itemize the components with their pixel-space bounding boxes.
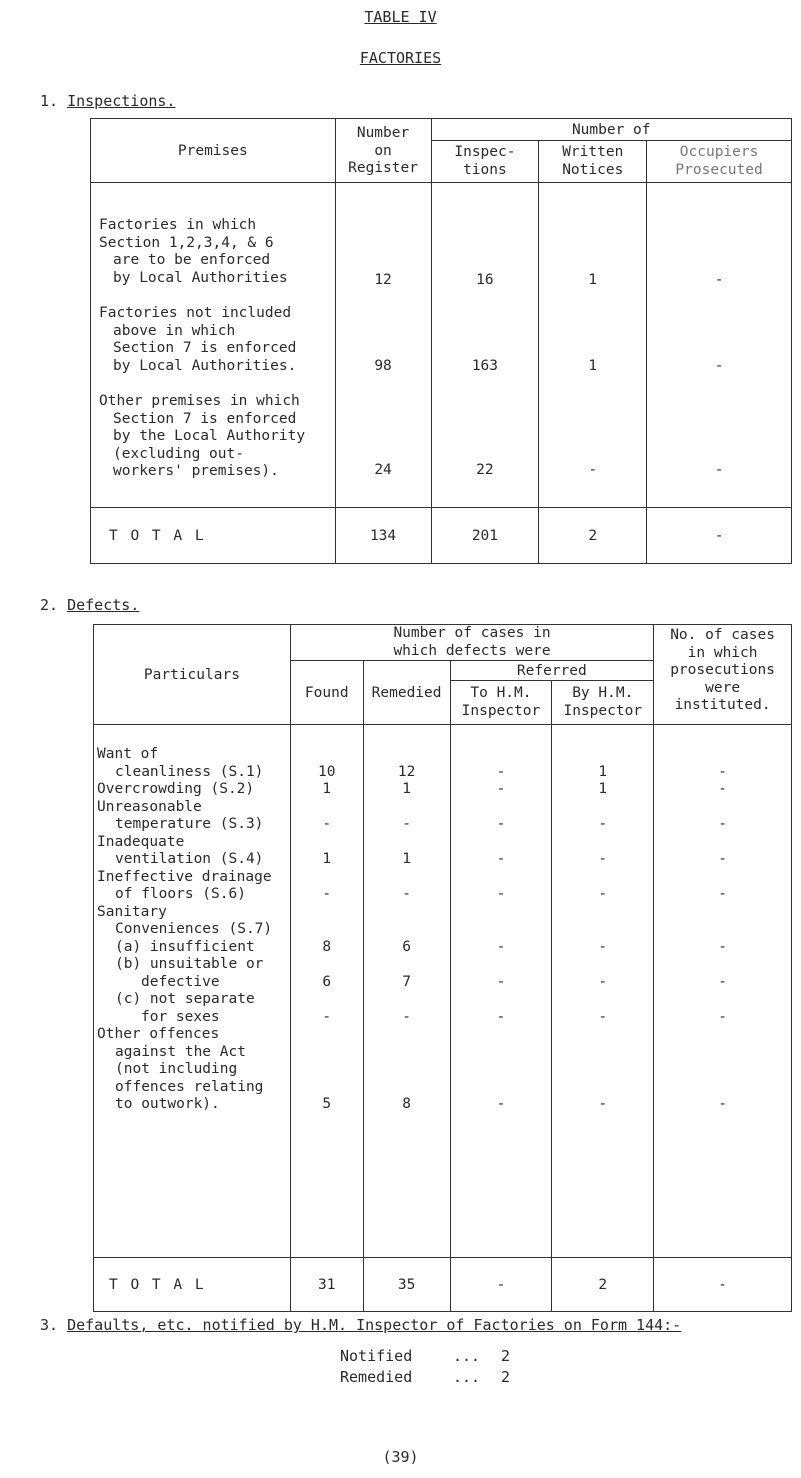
by-hm-column	[552, 746, 653, 1114]
notices-cell: 1 1 -	[539, 183, 647, 508]
prosecutions-cell	[654, 725, 792, 1258]
table-cell-by-hm: -	[598, 1096, 608, 1112]
spacer	[552, 956, 653, 974]
header-written-notices: Written Notices	[539, 141, 647, 183]
header-to-hm-inspector: To H.M. Inspector	[450, 681, 552, 725]
spacer	[552, 921, 653, 939]
spacer	[654, 746, 791, 764]
table-row	[94, 725, 792, 1258]
particulars-line: of floors (S.6)	[115, 886, 246, 902]
total-by-hm: 2	[552, 1258, 654, 1312]
particulars-line: (c) not separate	[115, 991, 255, 1007]
table-cell-prosecutions: -	[718, 973, 727, 990]
spacer	[451, 1061, 552, 1079]
spacer	[654, 1061, 791, 1079]
table-cell-found: 1	[322, 781, 332, 797]
spacer	[291, 921, 363, 939]
spacer	[654, 1044, 791, 1062]
spacer	[451, 1026, 552, 1044]
particulars-line: Overcrowding (S.2)	[97, 781, 255, 797]
header-found: Found	[290, 661, 363, 725]
spacer	[552, 869, 653, 887]
table-cell-remedied: -	[402, 886, 411, 902]
spacer	[364, 921, 450, 939]
spacer	[654, 1026, 791, 1044]
table-cell-remedied: 7	[402, 973, 411, 990]
spacer	[552, 746, 653, 764]
register-cell: 12 98 24	[335, 183, 431, 508]
header-prosecutions: No. of cases in which prosecutions were instituted.	[654, 625, 792, 725]
table-cell-found: 8	[322, 938, 332, 955]
section2-heading	[40, 596, 139, 614]
section3-heading	[40, 1316, 681, 1334]
remedied-value: 2	[501, 1368, 511, 1386]
notified-label: Notified	[340, 1347, 413, 1365]
total-found: 31	[290, 1258, 363, 1312]
header-referred: Referred	[450, 661, 654, 681]
spacer	[364, 869, 450, 887]
spacer	[654, 921, 791, 939]
spacer	[451, 799, 552, 817]
table-cell-by-hm: -	[598, 886, 608, 902]
particulars-line: to outwork).	[115, 1096, 220, 1112]
table-cell-to-hm: -	[496, 763, 506, 780]
total-label: T O T A L	[91, 508, 336, 564]
spacer	[552, 1061, 653, 1079]
spacer	[291, 1044, 363, 1062]
table-cell-to-hm: -	[496, 816, 506, 832]
table-cell-found: 1	[322, 851, 332, 867]
particulars-list	[97, 746, 290, 1114]
spacer	[451, 904, 552, 922]
remedied-column	[364, 746, 450, 1114]
header-number-of: Number of	[431, 119, 792, 141]
total-register: 134	[335, 508, 431, 564]
spacer	[451, 956, 552, 974]
table-cell-found: 10	[318, 763, 336, 780]
spacer	[364, 991, 450, 1009]
table-cell-prosecutions: -	[718, 1096, 727, 1112]
particulars-line: for sexes	[141, 1008, 220, 1025]
spacer	[364, 956, 450, 974]
spacer	[291, 869, 363, 887]
table-cell-to-hm: -	[496, 1096, 506, 1112]
particulars-line: offences relating	[115, 1078, 264, 1095]
particulars-line: Ineffective drainage	[97, 868, 272, 885]
section1-title: Inspections.	[67, 92, 176, 110]
table-cell-by-hm: -	[598, 938, 608, 955]
spacer	[291, 834, 363, 852]
table-cell-to-hm: -	[496, 973, 506, 990]
found-column	[291, 746, 363, 1114]
table-cell-remedied: 12	[397, 763, 416, 780]
table-cell-remedied: 1	[402, 781, 411, 797]
spacer	[552, 799, 653, 817]
section1-number: 1.	[40, 92, 59, 110]
table-cell-remedied: 8	[402, 1096, 411, 1112]
spacer	[552, 1026, 653, 1044]
total-remedied: 35	[363, 1258, 450, 1312]
spacer	[654, 1079, 791, 1097]
spacer	[654, 991, 791, 1009]
spacer	[291, 956, 363, 974]
header-occupiers-prosecuted: Occupiers Prosecuted	[647, 141, 792, 183]
spacer	[364, 746, 450, 764]
to-hm-cell	[450, 725, 552, 1258]
table-cell-remedied: -	[402, 816, 411, 832]
section2-title: Defects.	[67, 596, 140, 614]
table-cell-found: 6	[322, 973, 332, 990]
remedied-dots: ...	[453, 1368, 481, 1386]
spacer	[291, 991, 363, 1009]
table-cell-by-hm: -	[598, 1008, 608, 1025]
table-cell-by-hm: -	[598, 973, 608, 990]
table-cell-to-hm: -	[496, 851, 506, 867]
table-cell-prosecutions: -	[718, 938, 727, 955]
particulars-line: Inadequate	[97, 833, 185, 850]
remedied-label: Remedied	[340, 1368, 413, 1386]
header-premises: Premises	[91, 119, 336, 183]
table-cell-by-hm: -	[598, 851, 608, 867]
spacer	[451, 869, 552, 887]
particulars-line: (a) insufficient	[115, 938, 255, 955]
table-cell-prosecutions: -	[718, 763, 727, 780]
section2-number: 2.	[40, 596, 59, 614]
table-cell-remedied: -	[402, 1008, 411, 1025]
page-number: (39)	[382, 1448, 419, 1466]
spacer	[552, 834, 653, 852]
inspections-table	[90, 118, 792, 564]
particulars-line: Other offences	[97, 1026, 220, 1042]
particulars-line: defective	[141, 973, 220, 990]
spacer	[654, 904, 791, 922]
table-cell-prosecutions: -	[718, 886, 727, 902]
spacer	[364, 799, 450, 817]
premises-row-1: Factories in which Section 1,2,3,4, & 6 are to be enforced by Local Authorities	[99, 217, 288, 286]
spacer	[451, 1044, 552, 1062]
spacer	[552, 1079, 653, 1097]
table-cell-remedied: 1	[402, 851, 411, 867]
particulars-line: Conveniences (S.7)	[115, 921, 273, 937]
table-cell-found: 5	[322, 1096, 332, 1112]
subtitle: FACTORIES	[359, 49, 442, 67]
spacer	[291, 746, 363, 764]
spacer	[451, 834, 552, 852]
table-cell-prosecutions: -	[718, 816, 727, 832]
table-cell-prosecutions: -	[718, 851, 727, 867]
spacer	[364, 904, 450, 922]
table-cell-found: -	[322, 1008, 332, 1025]
spacer	[552, 904, 653, 922]
spacer	[291, 1061, 363, 1079]
remedied-line	[340, 1368, 510, 1386]
total-prosecutions: -	[654, 1258, 792, 1312]
spacer	[364, 1079, 450, 1097]
spacer	[451, 921, 552, 939]
section1-heading	[40, 92, 175, 110]
table-cell-found: -	[322, 816, 332, 832]
table-cell-found: -	[322, 886, 332, 902]
spacer	[451, 746, 552, 764]
spacer	[364, 1044, 450, 1062]
total-inspections: 201	[431, 508, 539, 564]
table-cell-by-hm: -	[598, 816, 608, 832]
spacer	[654, 956, 791, 974]
table-cell-remedied: 6	[402, 938, 411, 955]
spacer	[654, 869, 791, 887]
premises-row-3: Other premises in which Section 7 is enforced by the Local Authority (excluding out- workers' premises).	[99, 393, 306, 479]
prosecutions-column	[654, 746, 791, 1114]
header-number-on-register: Number on Register	[335, 119, 431, 183]
table-cell-prosecutions: -	[718, 1008, 727, 1025]
spacer	[364, 1061, 450, 1079]
total-prosecuted: -	[647, 508, 792, 564]
premises-row-2: Factories not included above in which Section 7 is enforced by Local Authorities.	[99, 305, 297, 374]
header-particulars: Particulars	[94, 625, 291, 725]
table-cell-by-hm: 1	[598, 781, 608, 797]
spacer	[364, 834, 450, 852]
total-label: T O T A L	[94, 1258, 291, 1312]
spacer	[654, 799, 791, 817]
spacer	[291, 1026, 363, 1044]
spacer	[451, 1079, 552, 1097]
spacer	[552, 991, 653, 1009]
section3-title: Defaults, etc. notified by H.M. Inspector of Factories on Form 144:-	[67, 1316, 682, 1334]
spacer	[552, 1044, 653, 1062]
total-row	[94, 1258, 792, 1312]
spacer	[291, 904, 363, 922]
total-notices: 2	[539, 508, 647, 564]
particulars-line: against the Act	[115, 1043, 246, 1060]
table-cell-to-hm: -	[496, 938, 506, 955]
particulars-cell	[94, 725, 291, 1258]
spacer	[291, 799, 363, 817]
total-to-hm: -	[450, 1258, 552, 1312]
found-cell	[290, 725, 363, 1258]
header-inspections: Inspec- tions	[431, 141, 539, 183]
particulars-line: cleanliness (S.1)	[115, 763, 264, 780]
table-row	[91, 183, 792, 508]
section3-number: 3.	[40, 1316, 59, 1334]
particulars-line: (not including	[115, 1061, 238, 1077]
particulars-line: Sanitary	[97, 903, 167, 920]
table-cell-to-hm: -	[496, 1008, 506, 1025]
particulars-line: Want of	[97, 746, 159, 762]
spacer	[451, 991, 552, 1009]
prosecuted-cell: - - -	[647, 183, 792, 508]
header-remedied: Remedied	[363, 661, 450, 725]
particulars-line: Unreasonable	[97, 798, 202, 815]
table-cell-by-hm: 1	[598, 763, 608, 780]
notified-value: 2	[501, 1347, 511, 1365]
table-cell-prosecutions: -	[718, 781, 727, 797]
header-by-hm-inspector: By H.M. Inspector	[552, 681, 654, 725]
premises-cell	[91, 183, 336, 508]
by-hm-cell	[552, 725, 654, 1258]
remedied-cell	[363, 725, 450, 1258]
spacer	[291, 1079, 363, 1097]
particulars-line: ventilation (S.4)	[115, 851, 264, 867]
defects-table	[93, 624, 792, 1312]
total-row	[91, 508, 792, 564]
to-hm-column	[451, 746, 552, 1114]
particulars-line: (b) unsuitable or	[115, 956, 264, 972]
table-cell-to-hm: -	[496, 781, 506, 797]
spacer	[654, 834, 791, 852]
table-cell-to-hm: -	[496, 886, 506, 902]
notified-line	[340, 1347, 510, 1365]
inspections-cell: 16 163 22	[431, 183, 539, 508]
header-number-of-cases: Number of cases in which defects were	[290, 625, 653, 661]
notified-dots: ...	[453, 1347, 481, 1365]
spacer	[364, 1026, 450, 1044]
particulars-line: temperature (S.3)	[115, 816, 264, 832]
table-title: TABLE IV	[364, 8, 437, 26]
